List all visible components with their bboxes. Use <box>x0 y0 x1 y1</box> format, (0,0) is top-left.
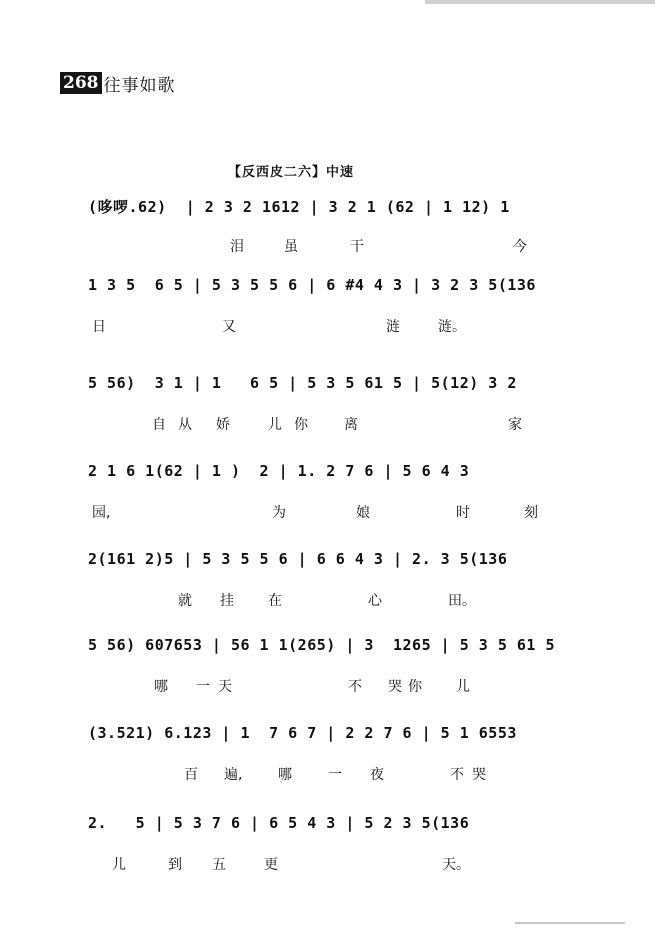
lyric: 田。 <box>448 593 476 609</box>
notation-line: (哆啰.62) | 2 3 2 1612 | 3 2 1 (62 | 1 12) 1 <box>88 198 510 216</box>
lyric: 涟。 <box>438 319 466 335</box>
lyric: 刻 <box>524 505 538 521</box>
lyric: 哪 <box>278 767 292 783</box>
lyric: 天。 <box>442 857 470 873</box>
lyric: 哭 <box>388 679 402 695</box>
lyric: 干 <box>350 239 364 255</box>
page-header <box>60 72 176 94</box>
lyric: 涟 <box>386 319 400 335</box>
score-system-1 <box>88 196 568 266</box>
lyric: 哪 <box>154 679 168 695</box>
lyric: 虽 <box>284 239 298 255</box>
book-title: 往事如歌 <box>103 75 176 96</box>
notation-line: (3.521) 6.123 | 1 7 6 7 | 2 2 7 6 | 5 1 6553 <box>88 724 517 742</box>
lyric: 挂 <box>220 593 234 609</box>
lyric: 心 <box>368 593 382 609</box>
score-system-8 <box>88 814 568 884</box>
lyric: 五 <box>212 857 226 873</box>
lyric: 自 <box>152 417 166 433</box>
lyric: 你 <box>408 679 422 695</box>
lyric: 家 <box>508 417 522 433</box>
lyric: 儿 <box>456 679 470 695</box>
notation-line: 2 1 6 1(62 | 1 ) 2 | 1. 2 7 6 | 5 6 4 3 <box>88 462 470 480</box>
lyric: 时 <box>456 505 470 521</box>
notation-line: 1 3 5 6 5 | 5 3 5 5 6 | 6 #4 4 3 | 3 2 3 5(136 <box>88 276 536 294</box>
lyric: 百 <box>184 767 198 783</box>
notation-line: 5 56) 3 1 | 1 6 5 | 5 3 5 61 5 | 5(12) 3 2 <box>88 374 517 392</box>
lyric: 天 <box>218 679 232 695</box>
lyric: 不 <box>348 679 362 695</box>
lyric: 日 <box>92 319 106 335</box>
lyric: 今 <box>513 239 527 255</box>
lyric: 从 <box>178 417 192 433</box>
lyric: 娇 <box>216 417 230 433</box>
score-system-5 <box>88 550 568 620</box>
lyric: 夜 <box>370 767 384 783</box>
lyric: 到 <box>168 857 182 873</box>
lyric: 儿 <box>268 417 282 433</box>
score-system-3 <box>88 374 568 444</box>
lyric: 一 <box>196 679 210 695</box>
notation-line: 2. 5 | 5 3 7 6 | 6 5 4 3 | 5 2 3 5(136 <box>88 814 470 832</box>
notation-line: 2(161 2)5 | 5 3 5 5 6 | 6 6 4 3 | 2. 3 5(136 <box>88 550 508 568</box>
lyric: 为 <box>272 505 286 521</box>
score-system-6 <box>88 636 568 706</box>
notation-line: 5 56) 607653 | 56 1 1(265) | 3 1265 | 5 3 5 61 5 <box>88 636 556 654</box>
lyric: 就 <box>178 593 192 609</box>
lyric: 儿 <box>112 857 126 873</box>
lyric: 园, <box>92 505 111 521</box>
score-system-7 <box>88 724 568 794</box>
score-system-4 <box>88 462 568 532</box>
lyric: 泪 <box>230 239 244 255</box>
score-system-2 <box>88 276 568 346</box>
scan-edge-bottom <box>515 922 625 924</box>
lyric: 不 <box>450 767 464 783</box>
lyric: 更 <box>264 857 278 873</box>
lyric: 哭 <box>472 767 486 783</box>
scan-edge-top <box>425 0 655 4</box>
lyric: 娘 <box>356 505 370 521</box>
lyric: 在 <box>268 593 282 609</box>
lyric: 你 <box>294 417 308 433</box>
tune-label: 【反西皮二六】中速 <box>228 165 355 180</box>
lyric: 一 <box>328 767 342 783</box>
lyric: 又 <box>222 319 236 335</box>
page-number: 268 <box>60 72 102 94</box>
lyric: 离 <box>344 417 358 433</box>
lyric: 遍, <box>224 767 243 783</box>
